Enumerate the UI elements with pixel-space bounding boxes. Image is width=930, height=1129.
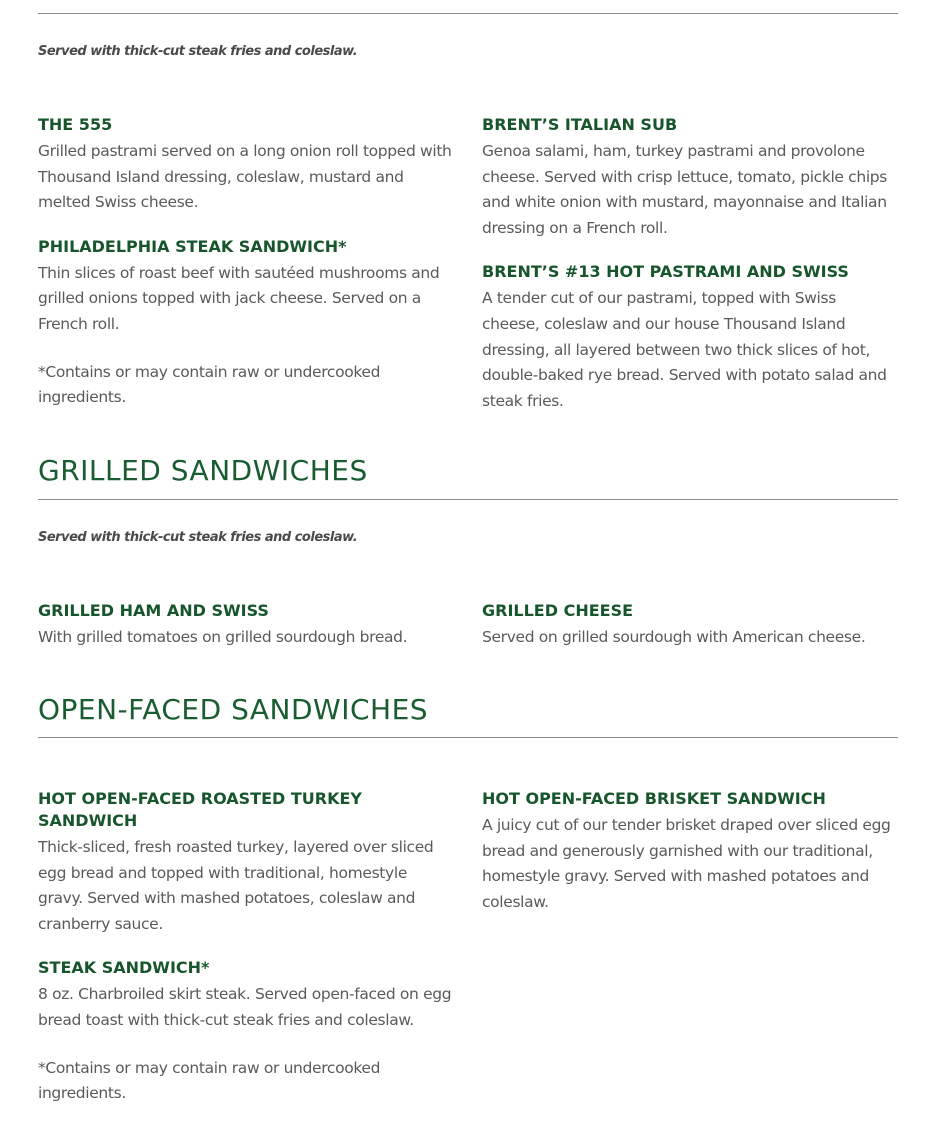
menu-item-name: BRENT’S ITALIAN SUB [482,115,678,134]
menu-item-name: THE 555 [38,115,113,134]
menu-item [38,114,452,216]
menu-item-description: Served on grilled sourdough with American cheese. [482,628,866,646]
menu-column-right [482,788,898,1107]
menu-columns [38,600,898,671]
section-divider [38,499,898,500]
menu-column-left [38,600,452,671]
section-note: Served with thick-cut steak fries and coleslaw. [38,530,358,545]
section-title: OPEN-FACED SANDWICHES [38,693,429,726]
menu-item [38,957,452,1033]
menu-columns [38,788,898,1107]
menu-item [482,600,898,651]
menu-item-name: HOT OPEN-FACED ROASTED TURKEY SANDWICH [38,789,362,830]
menu-item-name: GRILLED CHEESE [482,601,634,620]
menu-column-right [482,600,898,671]
menu-item [38,788,452,937]
section-title: GRILLED SANDWICHES [38,454,368,487]
menu-item [38,600,452,651]
menu-item-description: A tender cut of our pastrami, topped with Swiss cheese, coleslaw and our house Thousand Island dressing, all layered between two thick slices of hot, double-baked rye bread. Served with potato salad and steak fries. [482,289,887,410]
menu-item-name: BRENT’S #13 HOT PASTRAMI AND SWISS [482,262,849,282]
menu-item-description: Thick-sliced, fresh roasted turkey, layered over sliced egg bread and topped with traditional, homestyle gravy. Served with mashed potatoes, coleslaw and cranberry sauce. [38,838,434,933]
menu-column-left [38,788,452,1107]
menu-item [482,114,898,241]
raw-food-disclaimer: *Contains or may contain raw or undercooked ingredients. [38,362,381,407]
menu-item-name: GRILLED HAM AND SWISS [38,601,269,620]
menu-item [482,261,898,414]
menu-item [38,236,452,338]
menu-item-name: PHILADELPHIA STEAK SANDWICH* [38,236,347,256]
menu-columns [38,114,898,434]
menu-item-description: 8 oz. Charbroiled skirt steak. Served open-faced on egg bread toast with thick-cut steak fries and coleslaw. [38,985,452,1029]
section-divider [38,13,898,14]
menu-item-description: Thin slices of roast beef with sautéed mushrooms and grilled onions topped with jack cheese. Served on a French roll. [38,263,440,333]
menu-item-description: A juicy cut of our tender brisket draped over sliced egg bread and generously garnished with our traditional, homestyle gravy. Served with mashed potatoes and coleslaw. [482,816,891,911]
menu-item-description: With grilled tomatoes on grilled sourdough bread. [38,628,408,646]
menu-column-right [482,114,898,434]
section-divider [38,737,898,738]
menu-item-description: Genoa salami, ham, turkey pastrami and provolone cheese. Served with crisp lettuce, tomato, pickle chips and white onion with mustard, mayonnaise and Italian dressing on a French roll. [482,142,887,237]
menu-item [482,788,898,915]
menu-item-description: Grilled pastrami served on a long onion roll topped with Thousand Island dressing, coleslaw, mustard and melted Swiss cheese. [38,142,452,212]
section-note: Served with thick-cut steak fries and coleslaw. [38,44,358,59]
menu-item-name: HOT OPEN-FACED BRISKET SANDWICH [482,789,826,808]
menu-column-left [38,114,452,434]
menu-item-name: STEAK SANDWICH* [38,958,210,978]
raw-food-disclaimer: *Contains or may contain raw or undercooked ingredients. [38,1058,381,1103]
